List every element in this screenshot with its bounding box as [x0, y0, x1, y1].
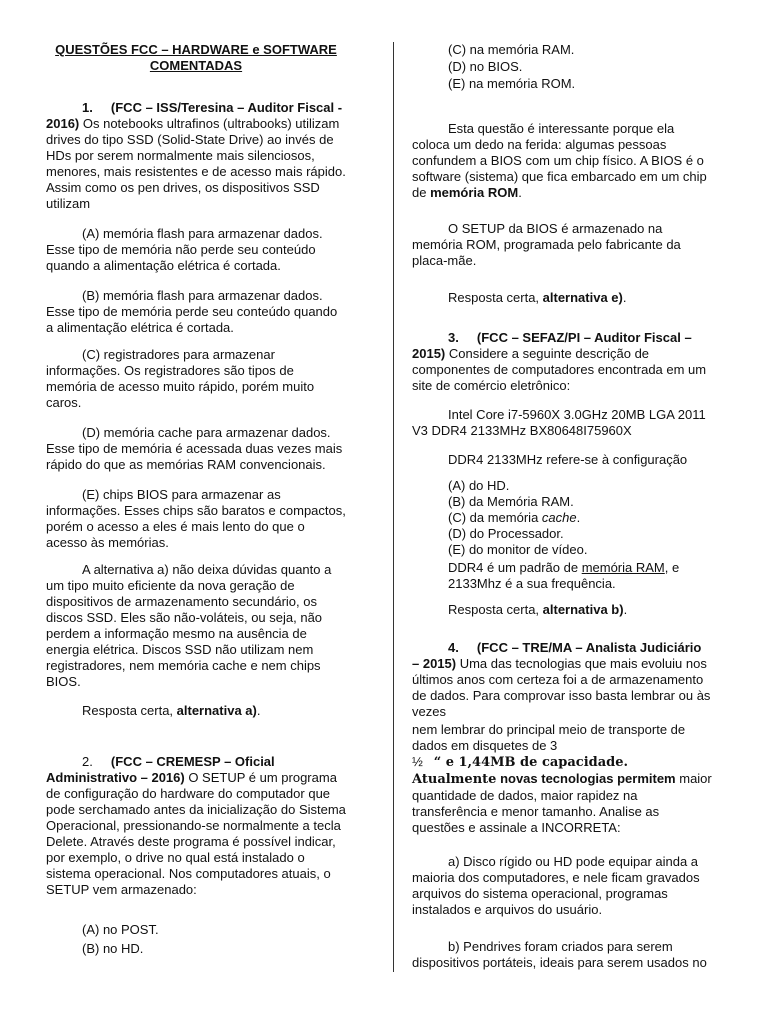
q3-option-b: (B) da Memória RAM. [448, 494, 574, 509]
q4-option-b: b) Pendrives foram criados para serem dispositivos portáteis, ideais para serem usados no [412, 939, 707, 970]
question-2 [46, 754, 346, 898]
option-end: . [576, 510, 581, 525]
question-text: Os notebooks ultrafinos (ultrabooks) utilizam drives do tipo SSD (Solid-State Drive) ao invés de HDs por serem normalmente mais silenciosos, menores, mais resistentes e de acesso mais rápido. Assim como os pen drives, os dispositivos SSD utilizam [46, 116, 346, 211]
q1-option-c: (C) registradores para armazenar informações. Os registradores são tipos de memória de acesso muito rápido, porém muito caros. [46, 347, 315, 410]
q2-option-c: (C) na memória RAM. [448, 42, 575, 57]
q3-options [448, 478, 712, 558]
q1-option-b: (B) memória flash para armazenar dados. Esse tipo de memória perde seu conteúdo quando a alimentação elétrica é cortada. [46, 288, 338, 335]
q1-comment: A alternativa a) não deixa dúvidas quanto a um tipo muito eficiente da nova geração de dispositivos de armazenamento secundário, os discos SSD. Eles são não-voláteis, ou seja, não perdem a informação mesmo na ausência de energia elétrica. Discos SSD não utilizam nem registradores, nem memória cache e nem chips BIOS. [46, 562, 332, 689]
question-year: 2016) [46, 116, 80, 131]
q3-option-d: (D) do Processador. [448, 526, 564, 541]
comment-text: Esta questão é interessante porque ela coloca um dedo na ferida: algumas pessoas confundem a BIOS com um chip físico. A BIOS é o software (sistema) que fica embarcado em um chip de [412, 121, 707, 200]
question-year: 2015) [412, 346, 446, 361]
question-4 [412, 640, 712, 720]
answer-prefix: Resposta certa, [82, 703, 177, 718]
option-italic: cache [541, 510, 577, 525]
answer-suffix: . [622, 290, 627, 305]
question-number: 2. [82, 754, 93, 769]
question-source: (FCC – ISS/Teresina – Auditor Fiscal - [110, 100, 343, 115]
answer-suffix: . [623, 602, 628, 617]
q3-comment [448, 560, 712, 592]
comment-highlight: memória ROM [430, 185, 519, 200]
q3-option-c [448, 510, 712, 526]
answer-choice: alternativa a) [176, 703, 257, 718]
q3-option-a: (A) do HD. [448, 478, 510, 493]
question-source-2: Administrativo – 2016) [46, 770, 185, 785]
fraction-half: ½ [412, 754, 423, 769]
question-source: (FCC – SEFAZ/PI – Auditor Fiscal – [476, 330, 692, 345]
q1-option-a: (A) memória flash para armazenar dados. Esse tipo de memória não perde seu conteúdo quando a alimentação elétrica é cortada. [46, 226, 323, 273]
answer-prefix: Resposta certa, [448, 290, 543, 305]
q3-answer [412, 602, 712, 618]
q2-answer [412, 290, 712, 306]
answer-choice: alternativa e) [542, 290, 623, 305]
q1-answer [46, 703, 346, 719]
q2-comment-1 [412, 121, 712, 201]
column-divider [393, 42, 394, 972]
answer-choice: alternativa b) [542, 602, 624, 617]
comment-underlined: memória RAM [581, 560, 665, 575]
comment-text: DDR4 é um padrão de [448, 560, 582, 575]
q2-option-b: (B) no HD. [82, 941, 144, 956]
comment-end: . [518, 185, 522, 200]
answer-prefix: Resposta certa, [448, 602, 543, 617]
question-number: 1. [82, 100, 93, 115]
document-title [46, 42, 346, 74]
question-text: Considere a seguinte descrição de componentes de computadores encontrada em um site de comércio eletrônico: [412, 346, 707, 393]
question-number: 4. [448, 640, 459, 655]
q3-spec: Intel Core i7-5960X 3.0GHz 20MB LGA 2011 V3 DDR4 2133MHz BX80648I75960X [412, 407, 706, 438]
question-year: – 2015) [412, 656, 457, 671]
question-1 [46, 100, 346, 212]
q1-option-e: (E) chips BIOS para armazenar as informações. Esses chips são baratos e compactos, porém o acesso a eles é mais lento do que o acesso às memórias. [46, 487, 346, 550]
question-source: (FCC – CREMESP – Oficial [110, 754, 275, 769]
q4-text-2: nem lembrar do principal meio de transporte de dados em disquetes de 3 [412, 722, 686, 753]
question-number: 3. [448, 330, 459, 345]
answer-suffix: . [256, 703, 261, 718]
q3-option-e: (E) do monitor de vídeo. [448, 542, 588, 557]
q2-option-d: (D) no BIOS. [448, 59, 523, 74]
q4-bold-phrase: novas tecnologias permitem [500, 771, 676, 786]
title-line-2: COMENTADAS [149, 58, 243, 73]
question-text: Uma das tecnologias que mais evoluiu nos últimos anos com certeza foi a de armazenamento de dados. Para comprovar isso basta lembrar ou às vezes [412, 656, 711, 719]
question-text: O SETUP é um programa de configuração do hardware do computador que pode serchamado antes da inicialização do Sistema Operacional, pressionando-se normalmente a tecla Delete. Através deste programa é possível indicar, por exemplo, o drive no qual está instalado o sistema operacional. Nos computadores atuais, o SETUP vem armazenado: [46, 770, 346, 897]
q2-option-a: (A) no POST. [82, 922, 159, 937]
q2-comment-2: O SETUP da BIOS é armazenado na memória ROM, programada pelo fabricante da placa-mãe. [412, 221, 681, 268]
question-source: (FCC – TRE/MA – Analista Judiciário [476, 640, 702, 655]
option-text: (C) da memória [448, 510, 542, 525]
q2-option-e: (E) na memória ROM. [448, 76, 576, 91]
title-line-1: QUESTÕES FCC – HARDWARE e SOFTWARE [55, 42, 337, 57]
comment-text-2: , e 2133Mhz é a sua frequência. [448, 560, 680, 591]
question-3 [412, 330, 712, 394]
q3-question: DDR4 2133MHz refere-se à configuração [448, 452, 688, 467]
q1-option-d: (D) memória cache para armazenar dados. Esse tipo de memória é acessada duas vezes mais rápido do que as memórias RAM convencionais. [46, 425, 343, 472]
q4-option-a: a) Disco rígido ou HD pode equipar ainda a maioria dos computadores, e nele ficam gravados arquivos do sistema operacional, programas instalados e arquivos do usuário. [412, 854, 700, 917]
capacity-text: “ e 1,44MB de capacidade. Atualmente [412, 755, 629, 787]
q4-text-3 [412, 754, 712, 836]
q4-rest-text: maior quantidade de dados, maior rapidez na transferência e menor tamanho. Analise as questões e assinale a INCORRETA: [412, 771, 712, 835]
